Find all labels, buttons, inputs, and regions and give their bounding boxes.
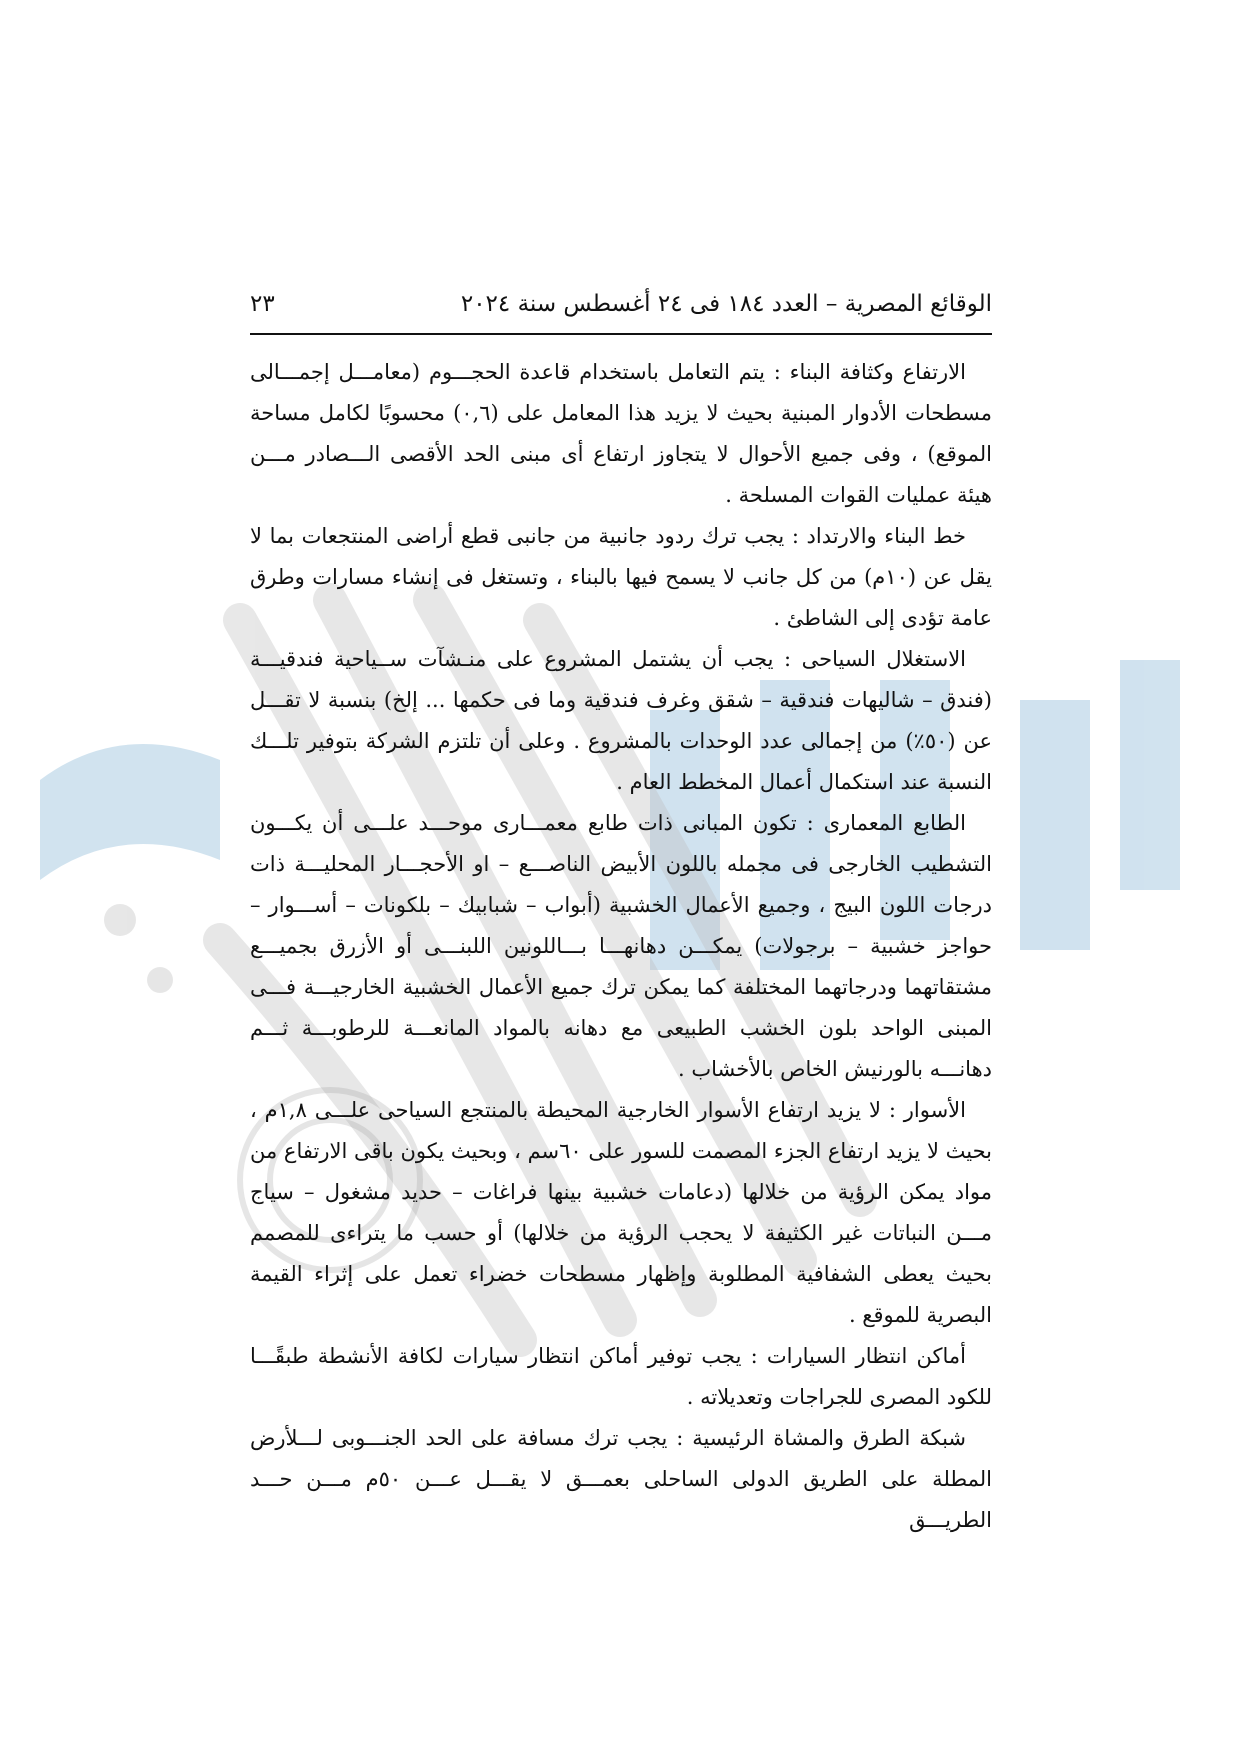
paragraph-fences: الأسوار : لا يزيد ارتفاع الأسوار الخارجية المحيطة بالمنتجع السياحى علـــى ١,٨م ، بحيث لا يزيد ارتفاع الجزء المصمت للسور على ٦٠سم ، وبحيث يكون باقى الارتفاع من مواد يمكن الرؤية من خلالها (دعامات خشبية بينها فراغات – حديد مشغول – سياج مـــن النباتات غير الكثيفة لا يحجب الرؤية من خلالها) أو حسب ما يتراءى للمصمم بحيث يعطى الشفافية المطلوبة وإظهار مسطحات خضراء تعمل على إثراء القيمة البصرية للموقع . [250, 1098, 992, 1327]
paragraph-road-network: شبكة الطرق والمشاة الرئيسية : يجب ترك مسافة على الحد الجنـــوبى لـــلأرض المطلة على الطريق الدولى الساحلى بعمـــق لا يقـــل عـــن ٥٠م مـــن حـــد الطريـــق [250, 1426, 992, 1532]
header-title: الوقائع المصرية – العدد ١٨٤ فى ٢٤ أغسطس سنة ٢٠٢٤ [460, 291, 992, 317]
paragraph-height-density: الارتفاع وكثافة البناء : يتم التعامل باستخدام قاعدة الحجـــوم (معامـــل إجمـــالى مسطحات الأدوار المبنية بحيث لا يزيد هذا المعامل على (٠,٦) محسوبًا لكامل مساحة الموقع) ، وفى جميع الأحوال لا يتجاوز ارتفاع أى مبنى الحد الأقصى الـــصادر مـــن هيئة عمليات القوات المسلحة . [250, 360, 992, 507]
page-number: ٢٣ [250, 291, 275, 317]
paragraph-tourism-use: الاستغلال السياحى : يجب أن يشتمل المشروع على منـشآت ســياحية فندقيـــة (فندق – شاليهات فندقية – شقق وغرف فندقية وما فى حكمها ... إلخ) بنسبة لا تقـــل عن (٥٠٪) من إجمالى عدد الوحدات بالمشروع . وعلى أن تلتزم الشركة بتوفير تلـــك النسبة عند استكمال أعمال المخطط العام . [250, 647, 992, 794]
header-divider [250, 333, 992, 335]
paragraph-architectural-style: الطابع المعمارى : تكون المبانى ذات طابع معمـــارى موحـــد علـــى أن يكـــون التشطيب الخارجى فى مجمله باللون الأبيض الناصـــع – او الأحجـــار المحليـــة ذات درجات اللون البيج ، وجميع الأعمال الخشبية (أبواب – شبابيك – بلكونات – أســـوار – حواجز خشبية – برجولات) يمكـــن دهانهـــا بـــاللونين اللبنـــى أو الأزرق بجميـــع مشتقاتهما ودرجاتهما المختلفة كما يمكن ترك جميع الأعمال الخشبية الخارجيـــة فـــى المبنى الواحد بلون الخشب الطبيعى مع دهانه بالمواد المانعـــة للرطوبـــة ثـــم دهانـــه بالورنيش الخاص بالأخشاب . [250, 811, 992, 1081]
paragraph-parking: أماكن انتظار السيارات : يجب توفير أماكن انتظار سيارات لكافة الأنشطة طبقًـــا للكود المصرى للجراجات وتعديلاته . [250, 1344, 992, 1409]
paragraph-building-line: خط البناء والارتداد : يجب ترك ردود جانبية من جانبى قطع أراضى المنتجعات بما لا يقل عن (١٠م) من كل جانب لا يسمح فيها بالبناء ، وتستغل فى إنشاء مسارات وطرق عامة تؤدى إلى الشاطئ . [250, 524, 992, 630]
page-header [250, 284, 992, 324]
document-body [250, 352, 992, 1541]
